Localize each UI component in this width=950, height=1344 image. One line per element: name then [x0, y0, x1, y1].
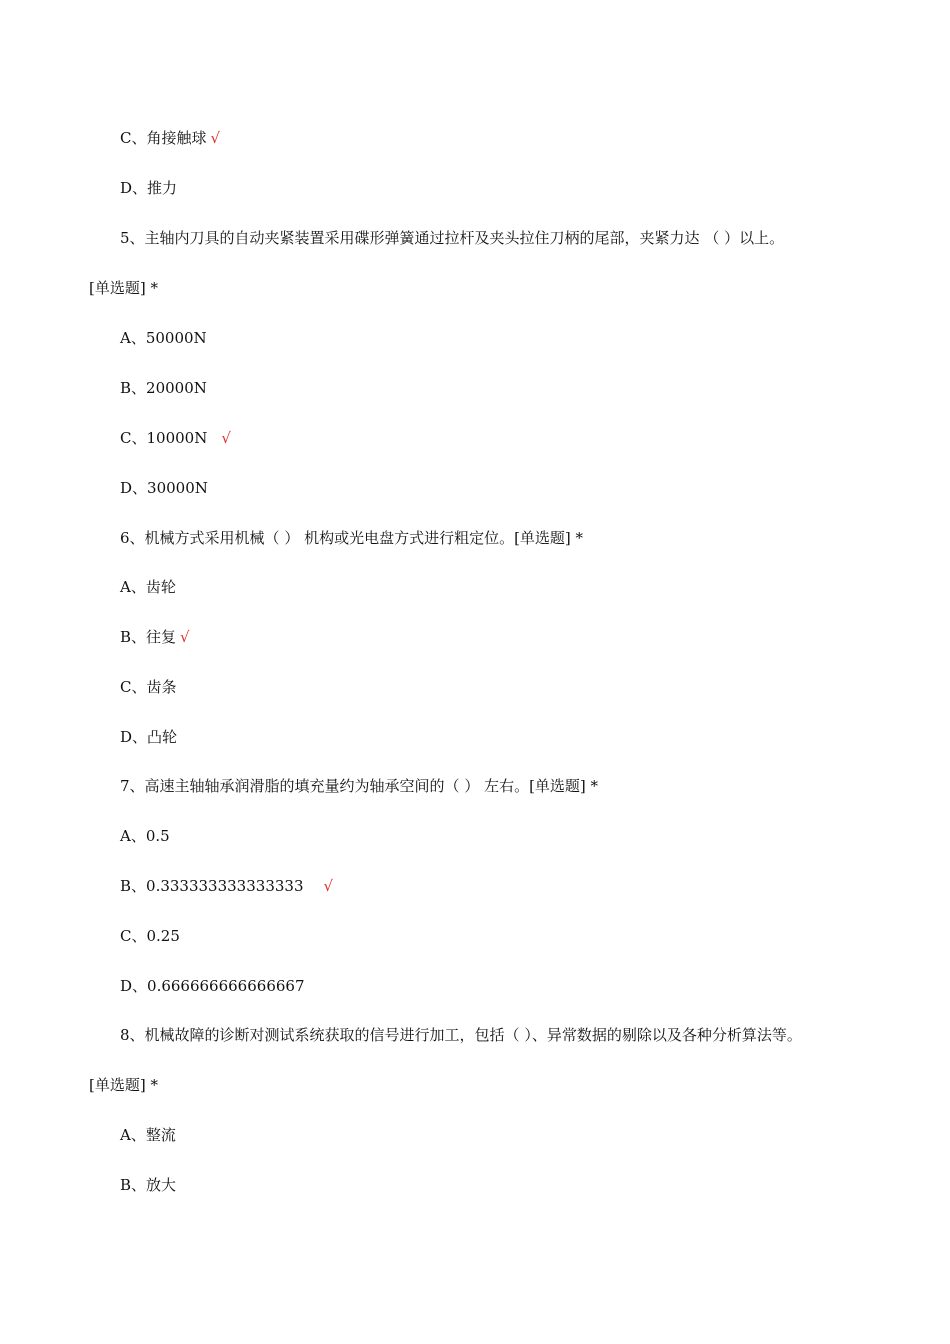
option-text: D、凸轮	[120, 728, 178, 746]
question-7-text: 7、高速主轴轴承润滑脂的填充量约为轴承空间的（ ） 左右。[单选题] *	[120, 777, 599, 795]
option-text: C、齿条	[120, 678, 177, 696]
option-text: D、推力	[120, 179, 178, 197]
option-text: C、角接触球	[120, 129, 207, 147]
option-text: A、齿轮	[120, 578, 176, 596]
q5-option-d	[120, 478, 208, 498]
option-c-prev	[120, 128, 220, 148]
option-text: B、0.333333333333333	[120, 877, 304, 895]
q6-option-b	[120, 627, 190, 647]
q6-option-a	[120, 577, 176, 597]
option-d-prev	[120, 178, 177, 198]
q5-option-c	[120, 428, 231, 448]
q7-option-a	[120, 826, 170, 846]
question-6-text: 6、机械方式采用机械（ ） 机构或光电盘方式进行粗定位。[单选题] *	[120, 529, 584, 547]
option-text: D、30000N	[120, 479, 208, 497]
question-8-text: 8、机械故障的诊断对测试系统获取的信号进行加工，包括（ ）、异常数据的剔除以及各种分析算法等。	[120, 1026, 802, 1044]
correct-check-icon: √	[180, 628, 190, 646]
q7-option-c	[120, 926, 180, 946]
q6-option-c	[120, 677, 176, 697]
q8-option-a	[120, 1125, 176, 1145]
question-8-type-tag: [单选题] *	[89, 1076, 158, 1094]
option-text: B、往复	[120, 628, 177, 646]
q6-option-d	[120, 727, 177, 747]
question-5-text: 5、主轴内刀具的自动夹紧装置采用碟形弹簧通过拉杆及夹头拉住刀柄的尾部，夹紧力达 （ ）以上。	[120, 229, 785, 247]
correct-check-icon: √	[221, 429, 231, 447]
option-text: B、20000N	[120, 379, 207, 397]
option-text: A、0.5	[120, 827, 170, 845]
option-text: A、整流	[120, 1126, 176, 1144]
correct-check-icon: √	[323, 877, 334, 895]
question-5-type-tag: [单选题] *	[89, 279, 158, 297]
option-text: C、0.25	[120, 927, 180, 945]
q5-option-b	[120, 378, 207, 398]
q5-option-a	[120, 328, 207, 348]
option-text: A、50000N	[120, 329, 207, 347]
option-text: C、10000N	[120, 429, 208, 447]
correct-check-icon: √	[210, 129, 221, 147]
q8-option-b	[120, 1175, 176, 1195]
option-text: B、放大	[120, 1176, 177, 1194]
q7-option-d	[120, 976, 305, 996]
option-text: D、0.666666666666667	[120, 977, 305, 995]
q7-option-b	[120, 876, 333, 896]
